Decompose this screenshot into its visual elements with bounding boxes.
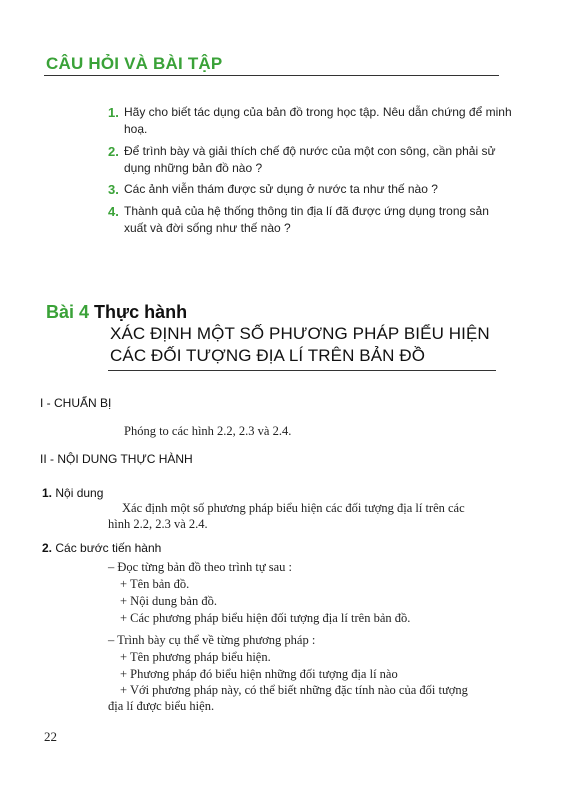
step-line: + Nội dung bản đồ.	[120, 594, 217, 608]
subsection-number: 1.	[42, 486, 53, 500]
question-text: Thành quả của hệ thống thông tin địa lí đã được ứng dụng trong sản xuất và đời sống như thế nào ?	[124, 204, 489, 235]
question-number: 4.	[108, 204, 119, 219]
lesson-number: Bài 4	[46, 302, 90, 322]
subsection-2-heading	[42, 541, 161, 555]
section-2-heading: II - NỘI DUNG THỰC HÀNH	[40, 452, 193, 466]
step-line: + Với phương pháp này, có thể biết những đặc tính nào của đối tượng	[120, 683, 468, 697]
lesson-title	[46, 302, 187, 323]
step-line: – Đọc từng bản đồ theo trình tự sau :	[108, 560, 293, 574]
section-1-heading: I - CHUẨN BỊ	[40, 396, 112, 410]
content-line-2: hình 2.2, 2.3 và 2.4.	[108, 517, 208, 531]
lesson-subtitle-line2: CÁC ĐỐI TƯỢNG ĐỊA LÍ TRÊN BẢN ĐỒ	[110, 346, 426, 365]
question-2	[108, 143, 513, 177]
question-4	[108, 203, 513, 237]
section-1-text: Phóng to các hình 2.2, 2.3 và 2.4.	[124, 424, 292, 438]
question-text: Để trình bày và giải thích chế độ nước của một con sông, cần phải sử dụng những bản đồ nào ?	[124, 144, 496, 175]
question-number: 2.	[108, 144, 119, 159]
subsection-label: Nội dung	[55, 486, 104, 500]
step-line: địa lí được biểu hiện.	[108, 699, 215, 713]
heading-underline	[44, 75, 499, 76]
lesson-subtitle-line1: XÁC ĐỊNH MỘT SỐ PHƯƠNG PHÁP BIỂU HIỆN	[110, 324, 490, 343]
step-line: – Trình bày cụ thể về từng phương pháp :	[108, 633, 316, 647]
step-line: + Tên phương pháp biểu hiện.	[120, 650, 271, 664]
question-number: 1.	[108, 105, 119, 120]
questions-heading: CÂU HỎI VÀ BÀI TẬP	[46, 54, 223, 73]
step-line: + Các phương pháp biểu hiện đối tượng địa lí trên bản đồ.	[120, 611, 411, 625]
question-text: Các ảnh viễn thám được sử dụng ở nước ta như thế nào ?	[124, 182, 438, 196]
subsection-1-heading	[42, 486, 103, 500]
content-line-1: Xác định một số phương pháp biểu hiện các đối tượng địa lí trên các	[122, 501, 465, 515]
step-line: + Tên bản đồ.	[120, 577, 190, 591]
subsection-label: Các bước tiến hành	[55, 541, 162, 555]
subtitle-underline	[108, 370, 496, 371]
step-line: + Phương pháp đó biểu hiện những đối tượng địa lí nào	[120, 667, 398, 681]
question-3	[108, 181, 513, 198]
subsection-number: 2.	[42, 541, 53, 555]
question-text: Hãy cho biết tác dụng của bản đồ trong học tập. Nêu dẫn chứng để minh hoạ.	[124, 105, 512, 136]
lesson-type: Thực hành	[94, 302, 188, 322]
question-1	[108, 104, 513, 138]
page-number: 22	[44, 729, 57, 744]
question-number: 3.	[108, 182, 119, 197]
